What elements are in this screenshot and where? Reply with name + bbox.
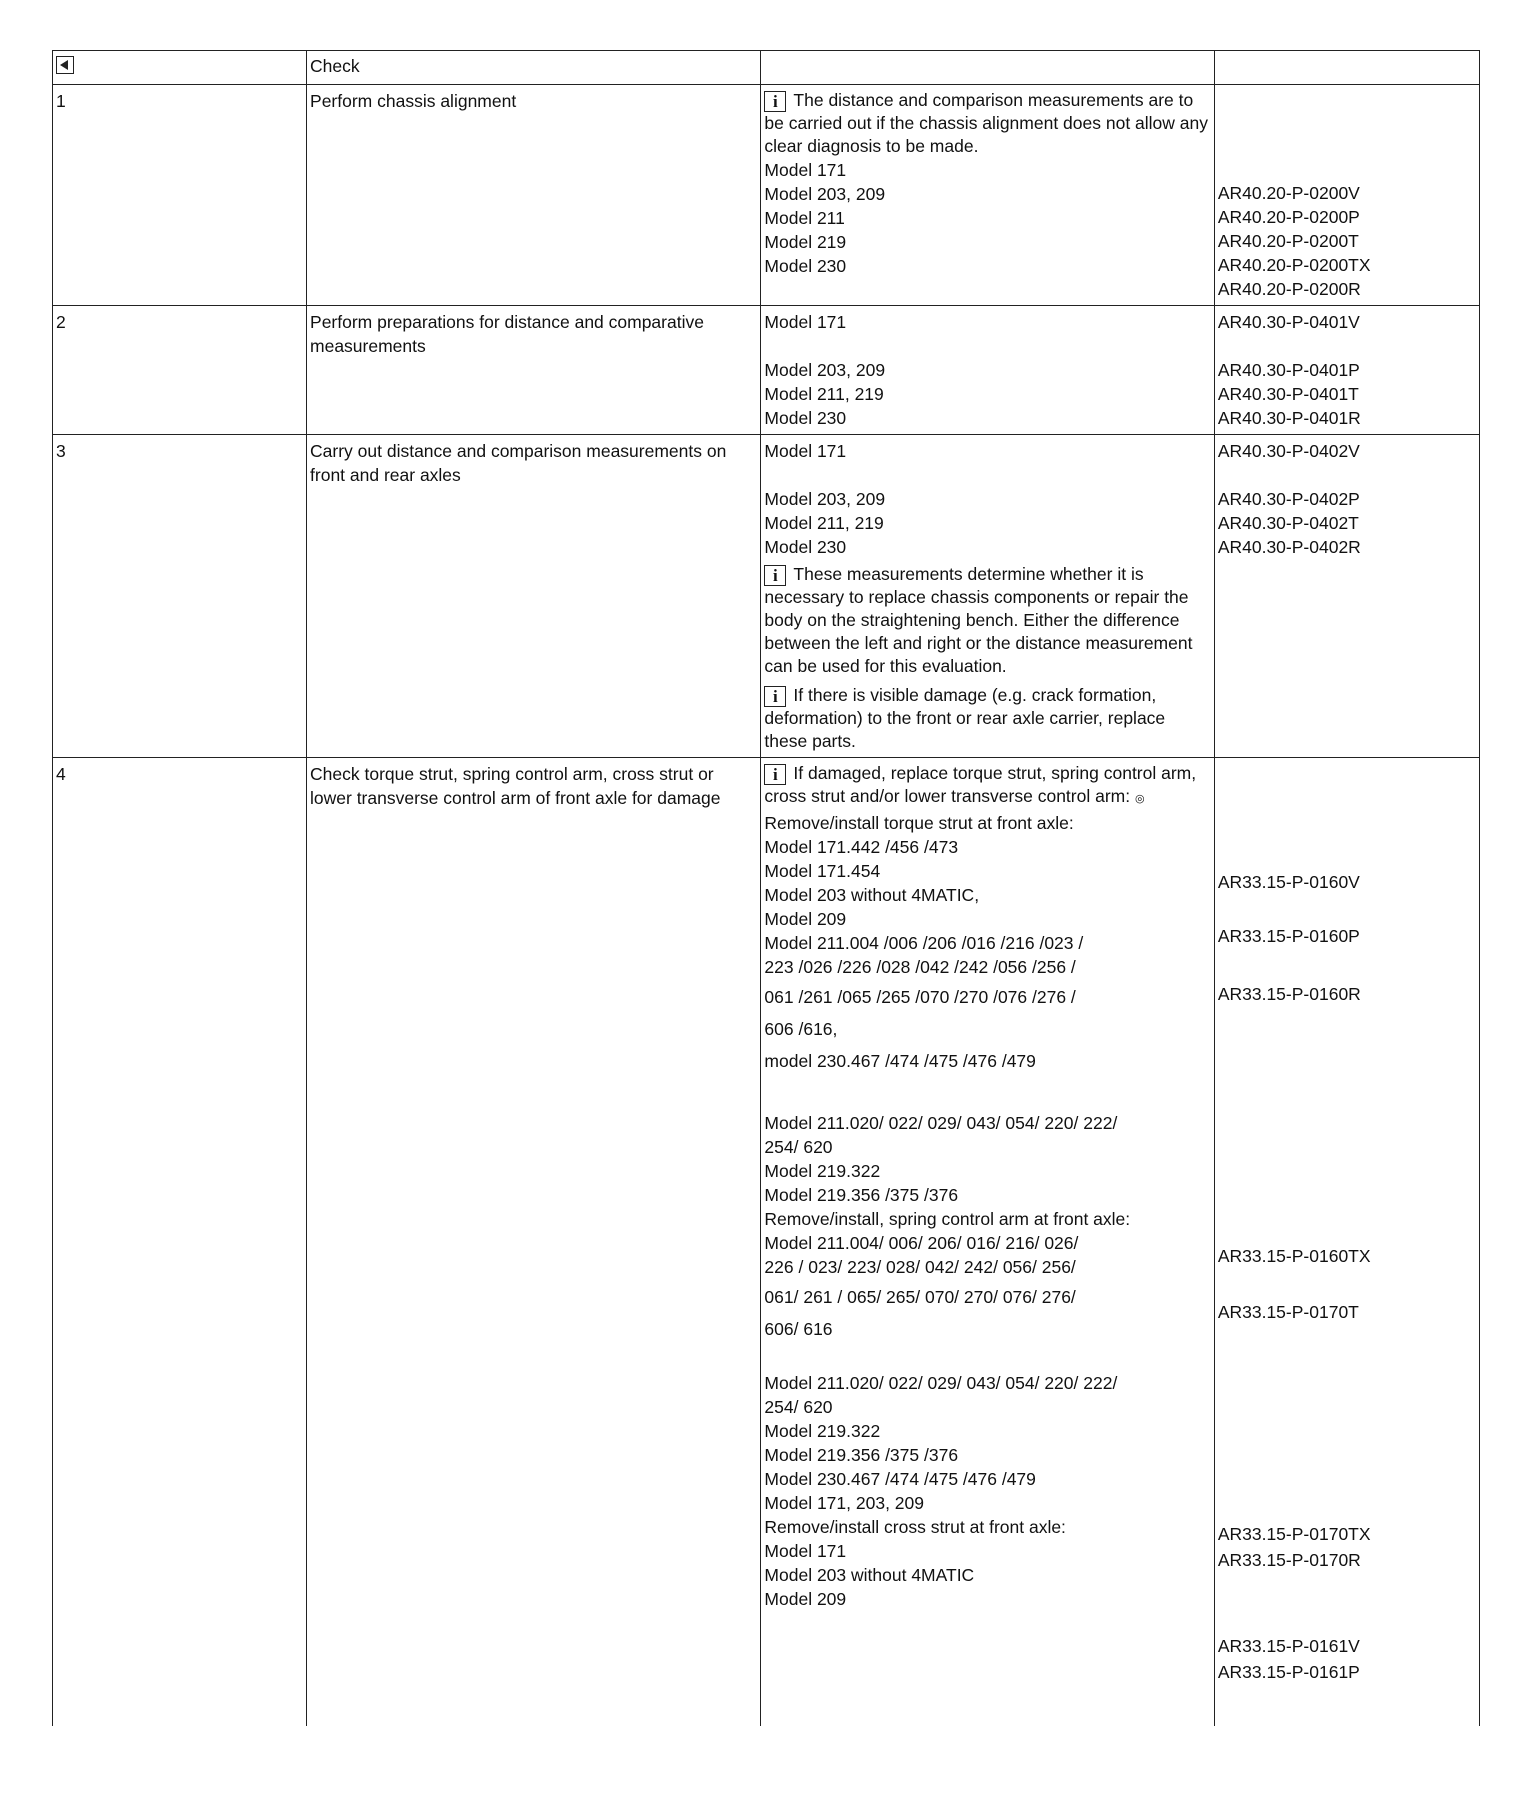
model-line: Model 203, 209 [764,184,886,204]
model-line: model 230.467 /474 /475 /476 /479 [764,1051,1036,1071]
model-line: 226 / 023/ 223/ 028/ 042/ 242/ 056/ 256/ [764,1257,1076,1277]
model-line: Model 211.020/ 022/ 029/ 043/ 054/ 220/ 222/ [764,1113,1118,1133]
info-icon: i [764,764,786,785]
model-line: Model 230 [764,408,847,428]
info-icon: i [764,686,786,707]
header-check: Check [307,51,761,85]
section-label: Remove/install torque strut at front axle: [764,813,1074,833]
reference-link[interactable]: AR33.15-P-0160TX [1217,1246,1371,1266]
reference-link[interactable]: AR40.30-P-0402R [1217,537,1361,557]
reference-link[interactable]: AR33.15-P-0170TX [1217,1524,1371,1544]
step-number: 3 [53,435,307,758]
model-line: Model 203 without 4MATIC, [764,885,980,905]
model-line: Model 171 [764,441,847,461]
step-task: Perform chassis alignment [307,85,761,306]
table-row [53,85,1480,306]
model-line: Model 219.322 [764,1161,881,1181]
step-details [761,435,1214,758]
info-note-text: If damaged, replace torque strut, spring control arm, cross strut and/or lower transverse control arm: [764,763,1197,806]
info-note [764,563,1210,678]
model-line: Model 171 [764,160,847,180]
model-line: Model 171 [764,312,847,332]
step-references [1214,85,1479,306]
reference-link[interactable]: AR40.20-P-0200V [1217,183,1360,203]
info-icon: i [764,565,786,586]
model-line: Model 219 [764,232,847,252]
model-line: Model 219.356 /375 /376 [764,1445,959,1465]
model-line: Model 230 [764,256,847,276]
step-task: Perform preparations for distance and comparative measurements [307,306,761,435]
table-row [53,306,1480,435]
step-references [1214,435,1479,758]
model-line: 223 /026 /226 /028 /042 /242 /056 /256 / [764,957,1076,977]
model-line: 606/ 616 [764,1319,833,1339]
header-back-cell [53,51,307,85]
step-number: 2 [53,306,307,435]
step-references [1214,758,1479,1727]
info-note [764,684,1210,753]
back-arrow-icon[interactable] [56,56,74,74]
reference-link[interactable]: AR40.20-P-0200P [1217,207,1360,227]
reference-link[interactable]: AR40.30-P-0401V [1217,312,1360,332]
reference-link[interactable]: AR40.30-P-0401T [1217,384,1359,404]
model-line: Model 171, 203, 209 [764,1493,924,1513]
model-line: Model 230.467 /474 /475 /476 /479 [764,1469,1036,1489]
step-references [1214,306,1479,435]
model-line: 061/ 261 / 065/ 265/ 070/ 270/ 076/ 276/ [764,1287,1076,1307]
step-task: Check torque strut, spring control arm, cross strut or lower transverse control arm of front axle for damage [307,758,761,1727]
info-note-text: The distance and comparison measurements are to be carried out if the chassis alignment does not allow any clear diagnosis to be made. [764,90,1209,156]
header-blank-1 [761,51,1214,85]
reference-link[interactable]: AR40.30-P-0401R [1217,408,1361,428]
model-line: Model 211, 219 [764,384,884,404]
model-line: Model 211.004/ 006/ 206/ 016/ 216/ 026/ [764,1233,1079,1253]
reference-link[interactable]: AR33.15-P-0161V [1217,1636,1360,1656]
reference-link[interactable]: AR33.15-P-0160P [1217,926,1360,946]
model-line: 606 /616, [764,1019,838,1039]
header-blank-2 [1214,51,1479,85]
reference-link[interactable]: AR40.20-P-0200T [1217,231,1359,251]
model-line: Model 203 without 4MATIC [764,1565,975,1585]
model-line: Model 209 [764,1589,847,1609]
info-icon: i [764,91,786,112]
section-label: Remove/install, spring control arm at front axle: [764,1209,1131,1229]
reference-link[interactable]: AR40.30-P-0402T [1217,513,1359,533]
reference-link[interactable]: AR33.15-P-0170R [1217,1550,1361,1570]
step-details [761,306,1214,435]
model-line: Model 211 [764,208,845,228]
model-line: Model 209 [764,909,847,929]
reference-link[interactable]: AR33.15-P-0160V [1217,872,1360,892]
info-note-text: These measurements determine whether it is necessary to replace chassis components or repair the body on the straightening bench. Either the difference between the left and right or the distance measurement can be used for this evaluation. [764,564,1193,676]
step-details [761,85,1214,306]
model-line: 254/ 620 [764,1397,833,1417]
model-line: Model 171.442 /456 /473 [764,837,959,857]
info-note-text: If there is visible damage (e.g. crack formation, deformation) to the front or rear axle carrier, replace these parts. [764,685,1166,751]
model-line: Model 211, 219 [764,513,884,533]
table-row [53,435,1480,758]
info-note [764,89,1210,158]
reference-link[interactable]: AR40.20-P-0200TX [1217,255,1371,275]
reference-link[interactable]: AR40.20-P-0200R [1217,279,1361,299]
step-details [761,758,1214,1727]
section-label: Remove/install cross strut at front axle: [764,1517,1066,1537]
model-line: Model 203, 209 [764,489,886,509]
reference-link[interactable]: AR40.30-P-0401P [1217,360,1360,380]
model-line: Model 211.020/ 022/ 029/ 043/ 054/ 220/ 222/ [764,1373,1118,1393]
table-row [53,758,1480,1727]
reference-link[interactable]: AR40.30-P-0402P [1217,489,1360,509]
model-line: 061 /261 /065 /265 /070 /270 /076 /276 / [764,987,1076,1007]
model-line: 254/ 620 [764,1137,833,1157]
model-line: Model 171.454 [764,861,881,881]
step-number: 4 [53,758,307,1727]
model-line: Model 219.356 /375 /376 [764,1185,959,1205]
reference-link[interactable]: AR33.15-P-0161P [1217,1662,1360,1682]
model-line: Model 171 [764,1541,847,1561]
reference-link[interactable]: AR33.15-P-0160R [1217,984,1361,1004]
pointer-mark-icon: ◎ [1134,793,1145,805]
info-note [764,762,1210,811]
procedure-table [52,50,1480,1726]
model-line: Model 219.322 [764,1421,881,1441]
step-number: 1 [53,85,307,306]
step-task: Carry out distance and comparison measurements on front and rear axles [307,435,761,758]
model-line: Model 203, 209 [764,360,886,380]
model-line: Model 211.004 /006 /206 /016 /216 /023 / [764,933,1084,953]
reference-link[interactable]: AR40.30-P-0402V [1217,441,1360,461]
model-line: Model 230 [764,537,847,557]
reference-link[interactable]: AR33.15-P-0170T [1217,1302,1359,1322]
table-header-row [53,51,1480,85]
